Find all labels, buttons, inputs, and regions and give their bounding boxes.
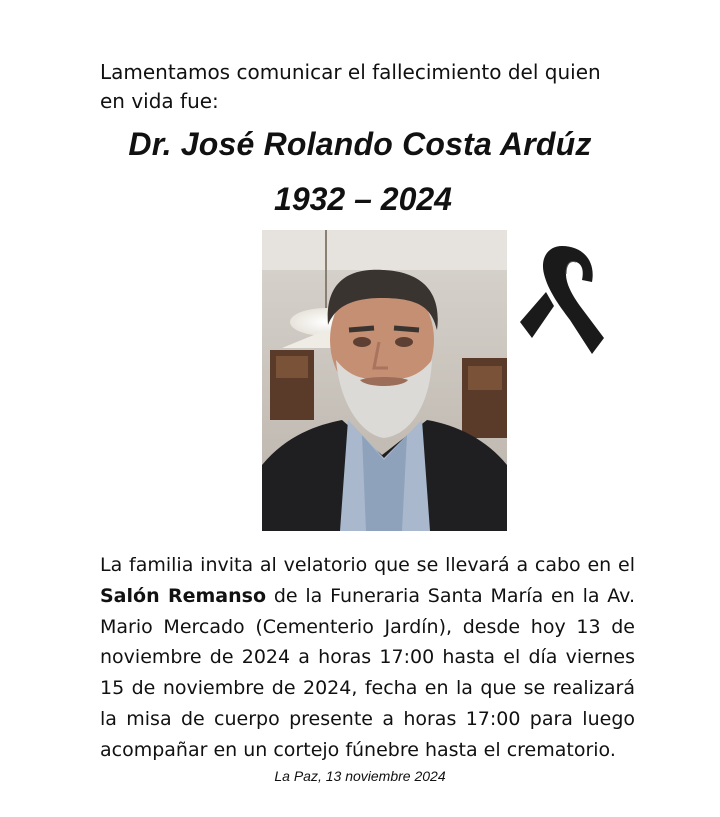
mourning-ribbon-icon: [518, 234, 606, 360]
deceased-years: 1932 – 2024: [274, 181, 452, 217]
announcement-text: [100, 550, 635, 766]
place-date: La Paz, 13 noviembre 2024: [274, 768, 446, 784]
intro-text: Lamentamos comunicar el fallecimiento del quien en vida fue:: [100, 60, 601, 113]
venue-name: Salón Remanso: [100, 584, 267, 607]
announcement-part2: de la Funeraria Santa María en la Av. Mario Mercado (Cementerio Jardín), desde hoy 13 de noviembre de 2024 a horas 17:00 hasta el día viernes 15 de noviembre de 2024, fecha en la que se realizará la misa de cuerpo presente a horas 17:00 para luego acompañar en un cortejo fúnebre hasta el crematorio.: [100, 584, 635, 761]
portrait-photo: [262, 230, 507, 531]
announcement-part1: La familia invita al velatorio que se llevará a cabo en el: [100, 554, 635, 576]
deceased-name: Dr. José Rolando Costa Ardúz: [128, 126, 592, 162]
